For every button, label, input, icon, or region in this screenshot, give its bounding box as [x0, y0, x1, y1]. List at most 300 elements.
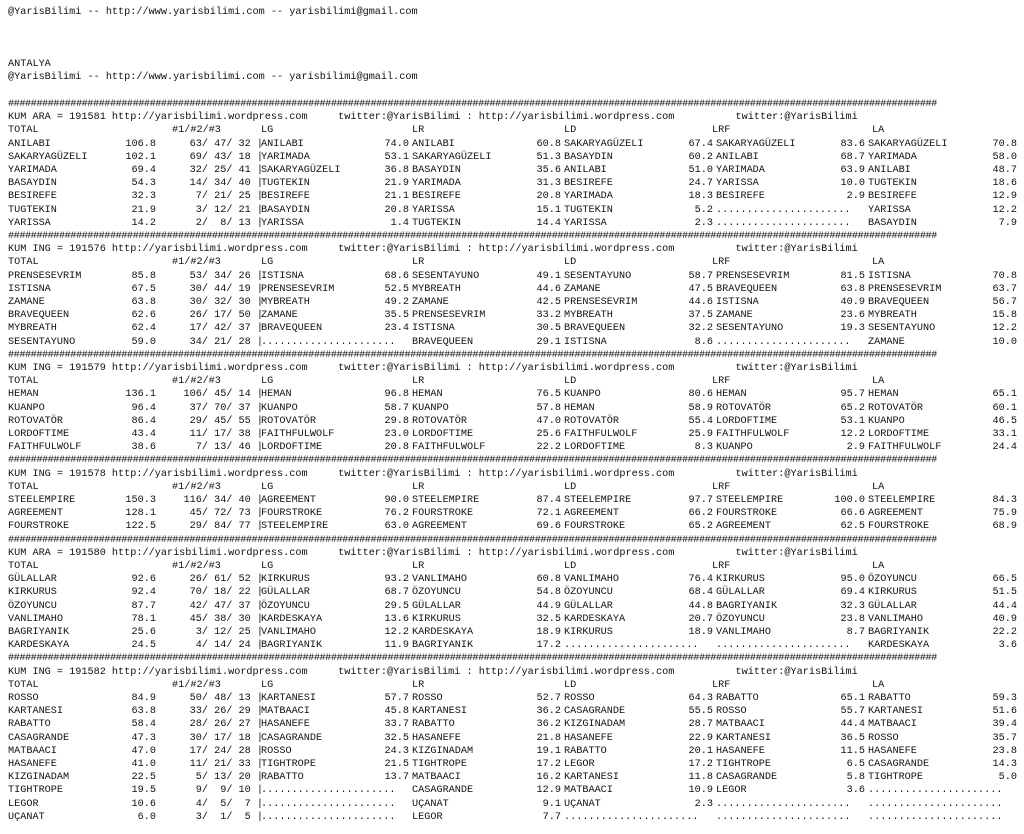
cell-p: 30/ 32/ 30 | [189, 297, 263, 308]
cell-la: TIGHTROPE [868, 772, 924, 784]
column-header-la: LA [872, 561, 885, 572]
cell-p: 37/ 70/ 37 | [189, 402, 263, 414]
table-row [0, 639, 1024, 652]
cell-ld: HASANEFE [564, 732, 613, 744]
cell-n: BESIREFE [8, 191, 57, 203]
cell-lav: 12.2 [992, 323, 1017, 335]
separator-line: #################################################################################################################################################################### [8, 455, 937, 467]
cell-v: 32.3 [131, 191, 156, 203]
cell-p: 45/ 38/ 30 | [189, 613, 263, 625]
cell-p: 26/ 17/ 50 | [189, 310, 263, 322]
cell-lg: YARIMADA [261, 151, 310, 163]
cell-ld: LEGOR [564, 759, 595, 770]
cell-lrv: 52.7 [536, 693, 561, 704]
cell-lrv: 32.5 [536, 613, 561, 625]
cell-lg: ROTOVATÖR [261, 415, 317, 427]
cell-ld: KUANPO [564, 389, 601, 401]
cell-n: BRAVEQUEEN [8, 310, 70, 322]
column-header-pos: #1/#2/#3 [172, 376, 221, 388]
cell-lgv: 21.9 [384, 178, 409, 190]
cell-lg: HASANEFE [261, 719, 310, 731]
cell-lgv: 23.4 [384, 323, 409, 335]
cell-v: 22.5 [131, 772, 156, 784]
column-header-row [0, 560, 1024, 573]
cell-lrv: 76.5 [536, 389, 561, 401]
cell-n: GÜLALLAR [8, 574, 57, 586]
cell-ldv: 10.9 [688, 785, 713, 797]
race-title: KUM ING = 191582 http://yarisbilimi.wordpress.com twitter:@YarisBilimi : http://yarisbilimi.wordpress.com twitter:@YarisBilimi [8, 666, 858, 678]
cell-n: SAKARYAGÜZELI [8, 151, 88, 163]
cell-v: 84.9 [131, 693, 156, 704]
cell-ld: KIZGINADAM [564, 719, 626, 731]
cell-ldv: 58.7 [688, 270, 713, 282]
cell-lav: 15.8 [992, 310, 1017, 322]
cell-lgv: 53.1 [384, 151, 409, 163]
cell-la: KIRKURUS [868, 587, 917, 599]
cell-v: 6.0 [137, 811, 156, 823]
table-row [0, 520, 1024, 533]
cell-lg: SAKARYAGÜZELI [261, 165, 341, 176]
cell-la: KARTANESI [868, 706, 924, 718]
cell-lgv: 49.2 [384, 297, 409, 308]
cell-lg: ...................... [261, 811, 396, 823]
cell-p: 106/ 45/ 14 | [183, 389, 263, 401]
cell-la: ...................... [868, 798, 1003, 810]
cell-n: ROSSO [8, 693, 39, 704]
cell-n: MATBAACI [8, 745, 57, 757]
cell-v: 10.6 [131, 798, 156, 810]
cell-lrf: ...................... [716, 640, 851, 652]
cell-n: KARDESKAYA [8, 640, 70, 652]
cell-lgv: 90.0 [384, 495, 409, 506]
race-title: KUM ARA = 191580 http://yarisbilimi.wordpress.com twitter:@YarisBilimi : http://yarisbilimi.wordpress.com twitter:@YarisBilimi [8, 547, 858, 559]
cell-ldv: 8.3 [694, 442, 713, 454]
cell-lrf: RABATTO [716, 693, 759, 704]
cell-lr: FOURSTROKE [412, 508, 474, 520]
cell-lrfv: 81.5 [840, 270, 865, 282]
cell-lrfv: 2.9 [846, 191, 865, 203]
column-header-ld: LD [564, 125, 577, 137]
cell-lg: BESIREFE [261, 191, 310, 203]
cell-ld: BRAVEQUEEN [564, 323, 626, 335]
column-header-lrf: LRF [712, 561, 731, 572]
cell-ldv: 8.6 [694, 336, 713, 348]
column-header-lg: LG [261, 125, 274, 137]
cell-lrfv: 3.6 [846, 785, 865, 797]
cell-v: 63.8 [131, 706, 156, 718]
cell-ld: ROTOVATÖR [564, 415, 620, 427]
column-header-lr: LR [412, 679, 425, 691]
cell-lr: LORDOFTIME [412, 429, 474, 440]
cell-p: 17/ 24/ 28 | [189, 745, 263, 757]
cell-p: 53/ 34/ 26 | [189, 270, 263, 282]
cell-lrfv: 23.6 [840, 310, 865, 322]
cell-lg: FAITHFULWOLF [261, 429, 335, 440]
cell-lrfv: 63.9 [840, 165, 865, 176]
cell-ldv: 24.7 [688, 178, 713, 190]
cell-lrv: 72.1 [536, 508, 561, 520]
column-header-pos: #1/#2/#3 [172, 257, 221, 269]
cell-ld: ROSSO [564, 693, 595, 704]
cell-la: FOURSTROKE [868, 521, 930, 533]
cell-la: KARDESKAYA [868, 640, 930, 652]
column-header-lrf: LRF [712, 481, 731, 493]
cell-lg: KUANPO [261, 402, 298, 414]
cell-la: TUGTEKIN [868, 178, 917, 190]
cell-lav: 5.0 [998, 772, 1017, 784]
cell-lrf: FOURSTROKE [716, 508, 778, 520]
cell-lr: GÜLALLAR [412, 600, 461, 612]
cell-lav: 12.9 [992, 191, 1017, 203]
cell-n: ZAMANE [8, 297, 45, 308]
cell-lrfv: 11.5 [840, 745, 865, 757]
cell-la: CASAGRANDE [868, 759, 930, 770]
cell-lr: ANILABI [412, 138, 455, 150]
cell-lav: 40.9 [992, 613, 1017, 625]
table-row [0, 388, 1024, 401]
column-header-la: LA [872, 376, 885, 388]
cell-lrv: 54.8 [536, 587, 561, 599]
cell-ld: ISTISNA [564, 336, 607, 348]
cell-lrv: 35.6 [536, 165, 561, 176]
cell-lav: 70.8 [992, 138, 1017, 150]
cell-lr: RABATTO [412, 719, 455, 731]
cell-lrv: 57.8 [536, 402, 561, 414]
cell-ld: AGREEMENT [564, 508, 620, 520]
cell-lrv: 16.2 [536, 772, 561, 784]
cell-la: YARIMADA [868, 151, 917, 163]
cell-lgv: 29.8 [384, 415, 409, 427]
cell-ldv: 20.1 [688, 745, 713, 757]
table-row [0, 613, 1024, 626]
cell-lrf: BESIREFE [716, 191, 765, 203]
cell-v: 38.6 [131, 442, 156, 454]
cell-lrv: 60.8 [536, 574, 561, 586]
column-header-total: TOTAL [8, 125, 39, 137]
cell-lr: MYBREATH [412, 283, 461, 295]
cell-lav: 65.1 [992, 389, 1017, 401]
cell-n: ÖZOYUNCU [8, 600, 57, 612]
cell-v: 150.3 [125, 495, 156, 506]
cell-lr: LEGOR [412, 811, 443, 823]
cell-lr: SAKARYAGÜZELI [412, 151, 492, 163]
cell-ld: HEMAN [564, 402, 595, 414]
cell-lr: HASANEFE [412, 732, 461, 744]
cell-lrf: YARIMADA [716, 165, 765, 176]
cell-lrf: HEMAN [716, 389, 747, 401]
cell-la: HEMAN [868, 389, 899, 401]
cell-lrfv: 65.1 [840, 693, 865, 704]
cell-ldv: 2.3 [694, 798, 713, 810]
cell-p: 29/ 84/ 77 | [189, 521, 263, 533]
table-row [0, 784, 1024, 797]
column-header-la: LA [872, 125, 885, 137]
cell-lrv: 12.9 [536, 785, 561, 797]
cell-ldv: 64.3 [688, 693, 713, 704]
cell-lrf: TIGHTROPE [716, 759, 772, 770]
cell-lrf: KARTANESI [716, 732, 772, 744]
cell-ld: RABATTO [564, 745, 607, 757]
column-header-row [0, 679, 1024, 692]
cell-n: CASAGRANDE [8, 732, 70, 744]
cell-lav: 3.6 [998, 640, 1017, 652]
cell-lrfv: 32.3 [840, 600, 865, 612]
cell-la: RABATTO [868, 693, 911, 704]
cell-lr: PRENSESEVRIM [412, 310, 486, 322]
cell-lrf: VANLIMAHO [716, 627, 772, 638]
cell-ld: BESIREFE [564, 178, 613, 190]
cell-lrv: 33.2 [536, 310, 561, 322]
cell-lgv: 1.4 [390, 217, 409, 229]
cell-lrv: 17.2 [536, 640, 561, 652]
cell-n: BASAYDIN [8, 178, 57, 190]
cell-lgv: 52.5 [384, 283, 409, 295]
column-header-lr: LR [412, 257, 425, 269]
cell-lrf: ANILABI [716, 151, 759, 163]
column-header-total: TOTAL [8, 561, 39, 572]
cell-lgv: 96.8 [384, 389, 409, 401]
cell-lav: 44.4 [992, 600, 1017, 612]
table-row [0, 428, 1024, 441]
cell-ldv: 37.5 [688, 310, 713, 322]
cell-lrf: MATBAACI [716, 719, 765, 731]
table-row [0, 204, 1024, 217]
cell-v: 136.1 [125, 389, 156, 401]
cell-lav: 51.6 [992, 706, 1017, 718]
cell-lr: UÇANAT [412, 798, 449, 810]
cell-lr: TIGHTROPE [412, 759, 468, 770]
cell-n: ROTOVATÖR [8, 415, 64, 427]
column-header-lrf: LRF [712, 257, 731, 269]
cell-ld: ÖZOYUNCU [564, 587, 613, 599]
column-header-lr: LR [412, 376, 425, 388]
cell-n: BAGRIYANIK [8, 627, 70, 638]
cell-lrv: 36.2 [536, 719, 561, 731]
cell-lr: KARTANESI [412, 706, 468, 718]
column-header-row [0, 375, 1024, 388]
column-header-total: TOTAL [8, 257, 39, 269]
cell-lgv: 11.9 [384, 640, 409, 652]
cell-v: 78.1 [131, 613, 156, 625]
cell-lr: KIZGINADAM [412, 745, 474, 757]
table-row [0, 309, 1024, 322]
cell-v: 54.3 [131, 178, 156, 190]
cell-ldv: 97.7 [688, 495, 713, 506]
cell-v: 59.0 [131, 336, 156, 348]
cell-lrfv: 68.7 [840, 151, 865, 163]
cell-lrv: 51.3 [536, 151, 561, 163]
cell-la: KUANPO [868, 415, 905, 427]
cell-lrv: 87.4 [536, 495, 561, 506]
cell-p: 9/ 9/ 10 | [195, 785, 263, 797]
cell-ld: BASAYDIN [564, 151, 613, 163]
cell-lav: 12.2 [992, 204, 1017, 216]
cell-lg: ISTISNA [261, 270, 304, 282]
cell-ldv: 44.8 [688, 600, 713, 612]
cell-p: 34/ 21/ 28 | [189, 336, 263, 348]
cell-lrfv: 63.8 [840, 283, 865, 295]
cell-p: 50/ 48/ 13 | [189, 693, 263, 704]
cell-lrf: BAGRIYANIK [716, 600, 778, 612]
cell-lg: KARTANESI [261, 693, 317, 704]
cell-lav: 70.8 [992, 270, 1017, 282]
cell-lgv: 45.8 [384, 706, 409, 718]
cell-v: 41.0 [131, 759, 156, 770]
cell-p: 30/ 17/ 18 | [189, 732, 263, 744]
cell-n: KARTANESI [8, 706, 64, 718]
cell-lgv: 29.5 [384, 600, 409, 612]
cell-la: ROTOVATÖR [868, 402, 924, 414]
cell-lrfv: 8.7 [846, 627, 865, 638]
cell-lrv: 25.6 [536, 429, 561, 440]
cell-lrv: 49.1 [536, 270, 561, 282]
cell-lav: 66.5 [992, 574, 1017, 586]
table-row [0, 718, 1024, 731]
cell-n: RABATTO [8, 719, 51, 731]
cell-n: MYBREATH [8, 323, 57, 335]
cell-v: 92.6 [131, 574, 156, 586]
cell-lrfv: 6.5 [846, 759, 865, 770]
column-header-lg: LG [261, 561, 274, 572]
cell-lav: 33.1 [992, 429, 1017, 440]
cell-ld: KARDESKAYA [564, 613, 626, 625]
cell-v: 67.5 [131, 283, 156, 295]
cell-ldv: 47.5 [688, 283, 713, 295]
cell-ldv: 55.4 [688, 415, 713, 427]
cell-n: YARIMADA [8, 165, 57, 176]
column-header-ld: LD [564, 376, 577, 388]
cell-ld: ZAMANE [564, 283, 601, 295]
cell-ld: CASAGRANDE [564, 706, 626, 718]
table-row [0, 441, 1024, 454]
column-header-lg: LG [261, 679, 274, 691]
column-header-lrf: LRF [712, 125, 731, 137]
cell-lrfv: 55.7 [840, 706, 865, 718]
cell-lg: ZAMANE [261, 310, 298, 322]
column-header-lg: LG [261, 481, 274, 493]
cell-la: BRAVEQUEEN [868, 297, 930, 308]
cell-lav: 84.3 [992, 495, 1017, 506]
cell-lr: KARDESKAYA [412, 627, 474, 638]
cell-lr: ROTOVATÖR [412, 415, 468, 427]
cell-lrf: CASAGRANDE [716, 772, 778, 784]
cell-lg: ...................... [261, 798, 396, 810]
race-title: KUM ING = 191579 http://yarisbilimi.wordpress.com twitter:@YarisBilimi : http://yarisbilimi.wordpress.com twitter:@YarisBilimi [8, 363, 858, 374]
cell-ld: UÇANAT [564, 798, 601, 810]
cell-lav: 59.3 [992, 693, 1017, 704]
cell-v: 102.1 [125, 151, 156, 163]
cell-lrfv: 23.8 [840, 613, 865, 625]
cell-ld: STEELEMPIRE [564, 495, 632, 506]
cell-la: SESENTAYUNO [868, 323, 936, 335]
cell-ld: ...................... [564, 640, 699, 652]
column-header-total: TOTAL [8, 481, 39, 493]
cell-ld: YARIMADA [564, 191, 613, 203]
cell-lav: 39.4 [992, 719, 1017, 731]
table-row [0, 692, 1024, 705]
cell-lgv: 57.7 [384, 693, 409, 704]
table-row [0, 798, 1024, 811]
cell-p: 4/ 5/ 7 | [195, 798, 263, 810]
cell-la: ...................... [868, 811, 1003, 823]
cell-p: 69/ 43/ 18 | [189, 151, 263, 163]
cell-la: LORDOFTIME [868, 429, 930, 440]
cell-lgv: 13.6 [384, 613, 409, 625]
cell-lgv: 36.8 [384, 165, 409, 176]
cell-v: 25.6 [131, 627, 156, 638]
cell-lgv: 24.3 [384, 745, 409, 757]
cell-ldv: 2.3 [694, 217, 713, 229]
cell-lr: HEMAN [412, 389, 443, 401]
cell-lrv: 18.9 [536, 627, 561, 638]
cell-lav: 46.5 [992, 415, 1017, 427]
cell-lrf: ISTISNA [716, 297, 759, 308]
cell-lrfv: 95.0 [840, 574, 865, 586]
cell-lrf: ROTOVATÖR [716, 402, 772, 414]
cell-lr: BESIREFE [412, 191, 461, 203]
cell-n: ISTISNA [8, 283, 51, 295]
cell-lrfv: 10.0 [840, 178, 865, 190]
cell-lr: KIRKURUS [412, 613, 461, 625]
cell-v: 47.0 [131, 745, 156, 757]
cell-lav: 22.2 [992, 627, 1017, 638]
table-row [0, 177, 1024, 190]
cell-lrf: YARISSA [716, 178, 759, 190]
cell-lg: FOURSTROKE [261, 508, 323, 520]
cell-lrv: 22.2 [536, 442, 561, 454]
race-title: KUM ING = 191576 http://yarisbilimi.wordpress.com twitter:@YarisBilimi : http://yarisbilimi.wordpress.com twitter:@YarisBilimi [8, 244, 858, 256]
table-row [0, 494, 1024, 507]
cell-v: 96.4 [131, 402, 156, 414]
cell-lrf: ...................... [716, 811, 851, 823]
table-row [0, 270, 1024, 283]
table-row [0, 732, 1024, 745]
cell-lg: ...................... [261, 336, 396, 348]
cell-lrf: ÖZOYUNCU [716, 613, 765, 625]
cell-n: HEMAN [8, 389, 39, 401]
cell-p: 7/ 13/ 46 | [195, 442, 263, 454]
column-header-la: LA [872, 257, 885, 269]
table-row [0, 507, 1024, 520]
cell-lrf: KUANPO [716, 442, 753, 454]
cell-n: ANILABI [8, 138, 51, 150]
cell-lav: 18.6 [992, 178, 1017, 190]
cell-lrf: STEELEMPIRE [716, 495, 784, 506]
cell-ld: KARTANESI [564, 772, 620, 784]
cell-n: KUANPO [8, 402, 45, 414]
cell-la: ÖZOYUNCU [868, 574, 917, 586]
cell-lrv: 17.2 [536, 759, 561, 770]
cell-lrv: 19.1 [536, 745, 561, 757]
cell-lrf: LORDOFTIME [716, 415, 778, 427]
cell-lr: VANLIMAHO [412, 574, 468, 586]
cell-ld: MYBREATH [564, 310, 613, 322]
cell-lgv: 20.8 [384, 204, 409, 216]
column-header-row [0, 481, 1024, 494]
cell-n: STEELEMPIRE [8, 495, 76, 506]
cell-p: 7/ 21/ 25 | [195, 191, 263, 203]
cell-la: ROSSO [868, 732, 899, 744]
cell-lg: TIGHTROPE [261, 759, 317, 770]
cell-la: AGREEMENT [868, 508, 924, 520]
column-header-lrf: LRF [712, 376, 731, 388]
cell-p: 11/ 21/ 33 | [189, 759, 263, 770]
column-header-pos: #1/#2/#3 [172, 679, 221, 691]
cell-v: 47.3 [131, 732, 156, 744]
cell-la: HASANEFE [868, 745, 917, 757]
cell-la: MATBAACI [868, 719, 917, 731]
separator-line: #################################################################################################################################################################### [8, 653, 937, 665]
